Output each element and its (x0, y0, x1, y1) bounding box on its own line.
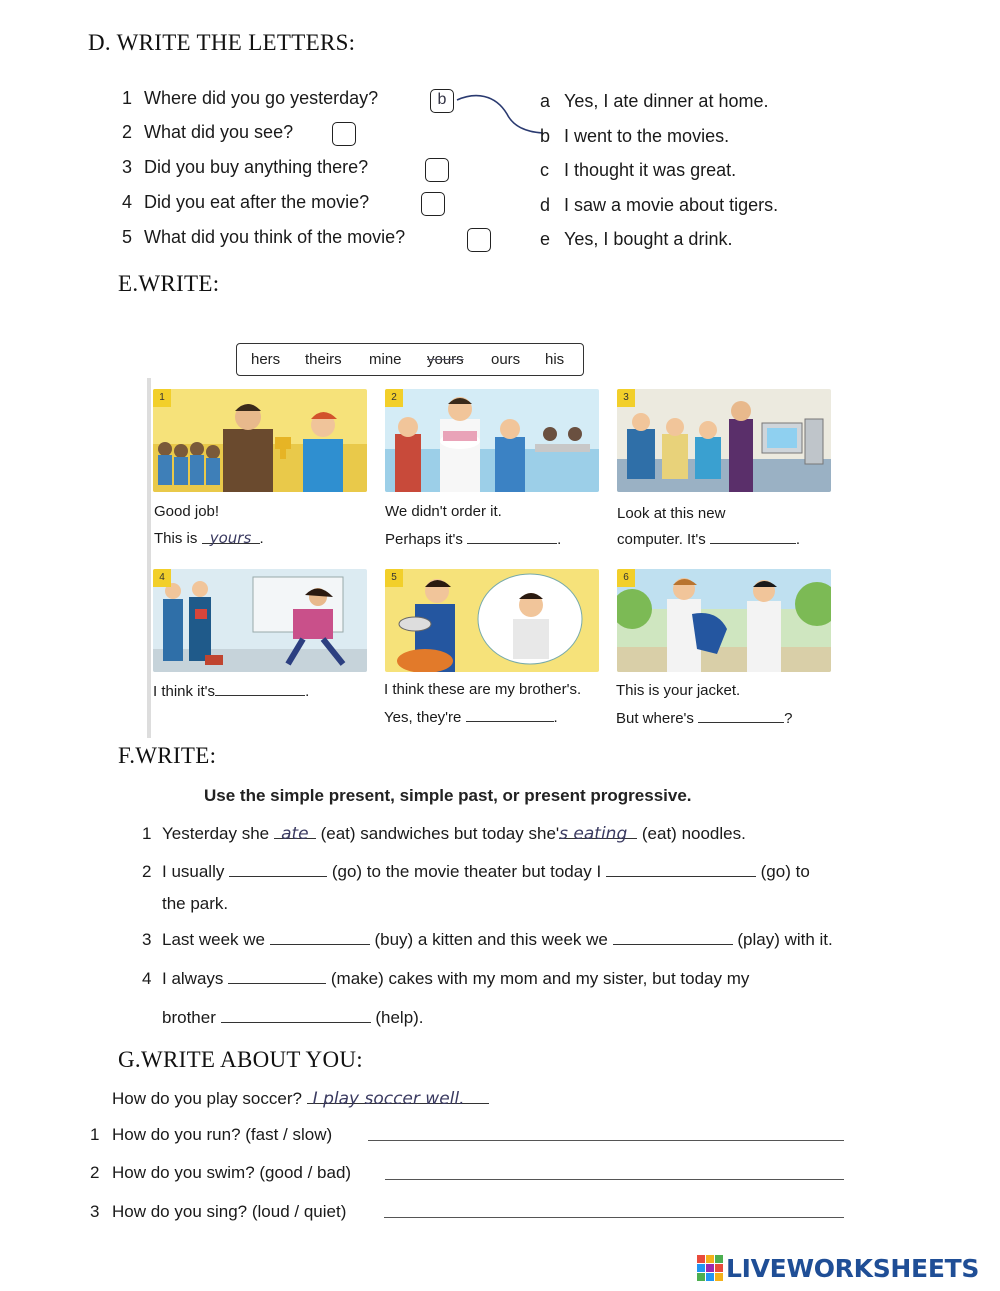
question-5: 5 What did you think of the movie? (122, 227, 406, 247)
word-his: his (545, 351, 565, 368)
caption-3-line2: computer. It's . (617, 531, 801, 548)
blank-2[interactable] (467, 529, 557, 544)
blank-f3-a[interactable] (270, 930, 370, 945)
section-f-heading: F.WRITE: (118, 743, 217, 768)
school-bag-scene-illustration (153, 569, 367, 672)
exercise-f-4: 4 I always (make) cakes with my mom and my sister, but today my (142, 969, 750, 988)
about-you-2: 2 How do you swim? (good / bad) (90, 1163, 352, 1182)
caption-5-line1: I think these are my brother's. (384, 681, 582, 698)
option-e: e Yes, I bought a drink. (540, 229, 733, 249)
question-4: 4 Did you eat after the movie? (122, 192, 370, 212)
picture-panel-3 (617, 389, 831, 492)
word-ours: ours (491, 351, 521, 368)
answer-box-4[interactable] (421, 192, 445, 216)
caption-1-line2: This is yours . (154, 529, 264, 547)
example-question: How do you play soccer? I play soccer well. (112, 1089, 489, 1109)
word-bank (236, 343, 584, 376)
caption-4-line1: I think it's . (153, 683, 310, 700)
blank-4[interactable] (215, 681, 305, 696)
panel-number-4: 4 (153, 569, 171, 587)
option-d: d I saw a movie about tigers. (540, 195, 779, 215)
word-hers: hers (251, 351, 281, 368)
option-b: b I went to the movies. (540, 126, 730, 146)
section-d-heading: D. WRITE THE LETTERS: (88, 30, 356, 55)
cake-scene-illustration (385, 389, 599, 492)
word-yours: yours (427, 351, 464, 368)
blank-f2-b[interactable] (606, 862, 756, 877)
section-e-heading: E.WRITE: (118, 271, 220, 296)
sneakers-scene-illustration (385, 569, 599, 672)
about-you-3: 3 How do you sing? (loud / quiet) (90, 1202, 347, 1221)
word-theirs: theirs (305, 351, 342, 368)
exercise-f-3: 3 Last week we (buy) a kitten and this week we (play) with it. (142, 930, 833, 949)
caption-6-line2: But where's ? (616, 710, 793, 727)
option-a: a Yes, I ate dinner at home. (540, 91, 769, 111)
panel-number-6: 6 (617, 569, 635, 587)
option-c: c I thought it was great. (540, 160, 737, 180)
blank-f1-a[interactable]: ate (274, 824, 316, 839)
example-answer: I play soccer well. (307, 1089, 489, 1104)
caption-3-line1: Look at this new (617, 505, 726, 522)
question-1: 1 Where did you go yesterday? (122, 88, 379, 108)
exercise-f-4-cont: brother (help). (162, 1008, 424, 1027)
trophy-scene-illustration (153, 389, 367, 492)
blank-f4-a[interactable] (228, 969, 326, 984)
logo-text: LIVEWORKSHEETS (726, 1253, 980, 1283)
caption-2-line2: Perhaps it's . (385, 531, 562, 548)
picture-panel-1 (153, 389, 367, 492)
blank-6[interactable] (698, 708, 784, 723)
blank-f1-b[interactable]: s eating (559, 824, 637, 839)
answer-box-5[interactable] (467, 228, 491, 252)
panel-number-1: 1 (153, 389, 171, 407)
exercise-f-1: 1 Yesterday she ate (eat) sandwiches but today she's eating (eat) noodles. (142, 824, 746, 844)
caption-2-line1: We didn't order it. (385, 503, 502, 520)
panel-number-3: 3 (617, 389, 635, 407)
blank-5[interactable] (466, 707, 554, 722)
question-2: 2 What did you see? (122, 122, 294, 142)
computer-scene-illustration (617, 389, 831, 492)
picture-panel-2 (385, 389, 599, 492)
blank-f2-a[interactable] (229, 862, 327, 877)
answer-line-2[interactable] (385, 1179, 844, 1180)
answer-box-1[interactable]: b (430, 89, 454, 113)
answer-box-2[interactable] (332, 122, 356, 146)
section-g-heading: G.WRITE ABOUT YOU: (118, 1047, 363, 1072)
picture-panel-6 (617, 569, 831, 672)
connector-line (455, 90, 545, 140)
caption-1-line1: Good job! (154, 503, 220, 520)
blank-f4-b[interactable] (221, 1008, 371, 1023)
answer-line-1[interactable] (368, 1140, 844, 1141)
caption-5-line2: Yes, they're . (384, 709, 558, 726)
jacket-scene-illustration (617, 569, 831, 672)
section-f-instruction: Use the simple present, simple past, or present progressive. (204, 786, 692, 805)
blank-1[interactable]: yours (202, 529, 260, 544)
panel-number-5: 5 (385, 569, 403, 587)
question-3: 3 Did you buy anything there? (122, 157, 369, 177)
picture-panel-4 (153, 569, 367, 672)
blank-f3-b[interactable] (613, 930, 733, 945)
liveworksheets-logo (697, 1253, 979, 1283)
exercise-f-2-cont: the park. (162, 894, 229, 913)
word-mine: mine (369, 351, 402, 368)
scan-edge (147, 378, 151, 738)
picture-panel-5 (385, 569, 599, 672)
panel-number-2: 2 (385, 389, 403, 407)
about-you-1: 1 How do you run? (fast / slow) (90, 1125, 333, 1144)
blank-3[interactable] (710, 529, 796, 544)
answer-box-3[interactable] (425, 158, 449, 182)
answer-line-3[interactable] (384, 1217, 844, 1218)
caption-6-line1: This is your jacket. (616, 682, 741, 699)
liveworksheets-logo-icon (697, 1255, 723, 1281)
exercise-f-2: 2 I usually (go) to the movie theater but today I (go) to (142, 862, 810, 881)
